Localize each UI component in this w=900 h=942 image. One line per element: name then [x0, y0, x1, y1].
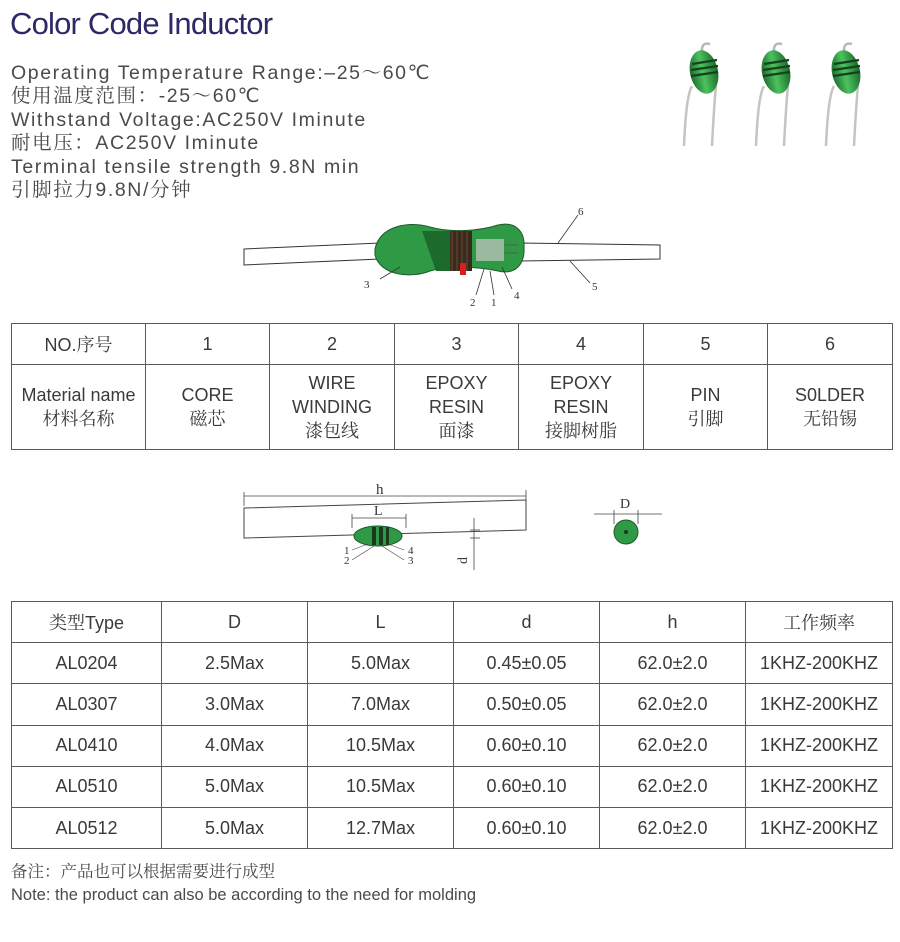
spec-line: Terminal tensile strength 9.8N min [11, 155, 361, 178]
diagram-label-2: 2 [470, 297, 476, 309]
column-header: D [162, 602, 308, 643]
note-en: Note: the product can also be according to the need for molding [11, 886, 477, 904]
dim-body [354, 526, 402, 546]
table-cell: 10.5Max [308, 725, 454, 766]
table-cell: 7.0Max [308, 684, 454, 725]
table-cell: 0.60±0.10 [454, 725, 600, 766]
header-cell: Material name 材料名称 [12, 365, 146, 450]
column-header: 工作频率 [746, 602, 893, 643]
table-cell: 1KHZ-200KHZ [746, 766, 893, 807]
dim-h-label: h [376, 482, 384, 498]
column-header: d [454, 602, 600, 643]
table-cell: 5.0Max [308, 643, 454, 684]
lead-right [520, 243, 660, 261]
spec-line: 使用温度范围：-25～60℃ [11, 85, 262, 108]
construction-diagram [240, 205, 670, 315]
table-cell: 5.0Max [162, 807, 308, 848]
material-cell: WIRE WINDING 漆包线 [270, 365, 395, 450]
table-row [12, 807, 893, 848]
table-cell: 1KHZ-200KHZ [746, 684, 893, 725]
table-cell: 1KHZ-200KHZ [746, 643, 893, 684]
page-title: Color Code Inductor [10, 6, 273, 41]
table-cell: AL0512 [12, 807, 162, 848]
table-row [12, 725, 893, 766]
inner-lead [476, 239, 504, 261]
number-cell: 6 [768, 324, 893, 365]
number-cell: 1 [146, 324, 270, 365]
table-cell: 62.0±2.0 [600, 725, 746, 766]
table-cell: 0.50±0.05 [454, 684, 600, 725]
inductor-photo-1 [684, 44, 722, 146]
table-cell: 3.0Max [162, 684, 308, 725]
table-cell: 0.60±0.10 [454, 807, 600, 848]
spec-line: Withstand Voltage:AC250V Iminute [11, 108, 367, 131]
material-cell: EPOXY RESIN 面漆 [395, 365, 519, 450]
spec-line: 耐电压：AC250V Iminute [11, 132, 260, 155]
table-cell: 1KHZ-200KHZ [746, 725, 893, 766]
dim-n1: 1 [344, 545, 350, 557]
table-row [12, 684, 893, 725]
number-cell: 5 [644, 324, 768, 365]
table-cell: 4.0Max [162, 725, 308, 766]
table-row [12, 766, 893, 807]
dim-n2: 2 [344, 555, 350, 567]
spec-line: 引脚拉力9.8N/分钟 [11, 179, 193, 202]
diagram-label-3: 3 [364, 279, 370, 291]
material-cell: EPOXY RESIN 接脚树脂 [519, 365, 644, 450]
table-cell: AL0510 [12, 766, 162, 807]
table-cell: AL0204 [12, 643, 162, 684]
lead-left [244, 243, 380, 265]
table-cell: 5.0Max [162, 766, 308, 807]
material-cell: S0LDER 无铅锡 [768, 365, 893, 450]
red-band [460, 263, 466, 275]
product-photo [672, 36, 892, 156]
dim-L-label: L [374, 504, 383, 519]
inductor-photo-2 [756, 44, 794, 146]
table-cell: 10.5Max [308, 766, 454, 807]
table-cell: 62.0±2.0 [600, 643, 746, 684]
table-row [12, 643, 893, 684]
column-header: 类型Type [12, 602, 162, 643]
table-cell: 0.60±0.10 [454, 766, 600, 807]
table-cell: 1KHZ-200KHZ [746, 807, 893, 848]
table-cell: 62.0±2.0 [600, 807, 746, 848]
table-row [12, 365, 893, 450]
table-cell: 62.0±2.0 [600, 684, 746, 725]
diagram-label-6: 6 [578, 206, 584, 218]
table-cell: 62.0±2.0 [600, 766, 746, 807]
diagram-label-1: 1 [491, 297, 497, 309]
materials-table [11, 323, 893, 450]
table-cell: AL0307 [12, 684, 162, 725]
table-cell: 12.7Max [308, 807, 454, 848]
table-cell: 0.45±0.05 [454, 643, 600, 684]
column-header: L [308, 602, 454, 643]
table-header-row [12, 602, 893, 643]
table-cell: 2.5Max [162, 643, 308, 684]
dim-n3: 3 [408, 555, 414, 567]
spec-list [11, 62, 431, 202]
material-cell: CORE 磁芯 [146, 365, 270, 450]
number-cell: 3 [395, 324, 519, 365]
column-header: h [600, 602, 746, 643]
inductor-photo-3 [826, 44, 864, 146]
end-view-drawing [590, 492, 670, 552]
table-cell: AL0410 [12, 725, 162, 766]
material-cell: PIN 引脚 [644, 365, 768, 450]
dim-D-label: D [620, 497, 631, 512]
dimension-table [11, 601, 893, 849]
diagram-label-5: 5 [592, 281, 598, 293]
number-cell: 4 [519, 324, 644, 365]
note-cn: 备注：产品也可以根据需要进行成型 [11, 863, 275, 881]
notes [11, 861, 476, 907]
spec-line: Operating Temperature Range:–25～60℃ [11, 62, 432, 84]
diagram-label-4: 4 [514, 290, 520, 302]
number-cell: 2 [270, 324, 395, 365]
dim-d-label: d [456, 557, 471, 564]
dim-n4: 4 [408, 545, 414, 557]
dimension-drawing [240, 478, 540, 578]
table-row [12, 324, 893, 365]
header-cell: NO.序号 [12, 324, 146, 365]
